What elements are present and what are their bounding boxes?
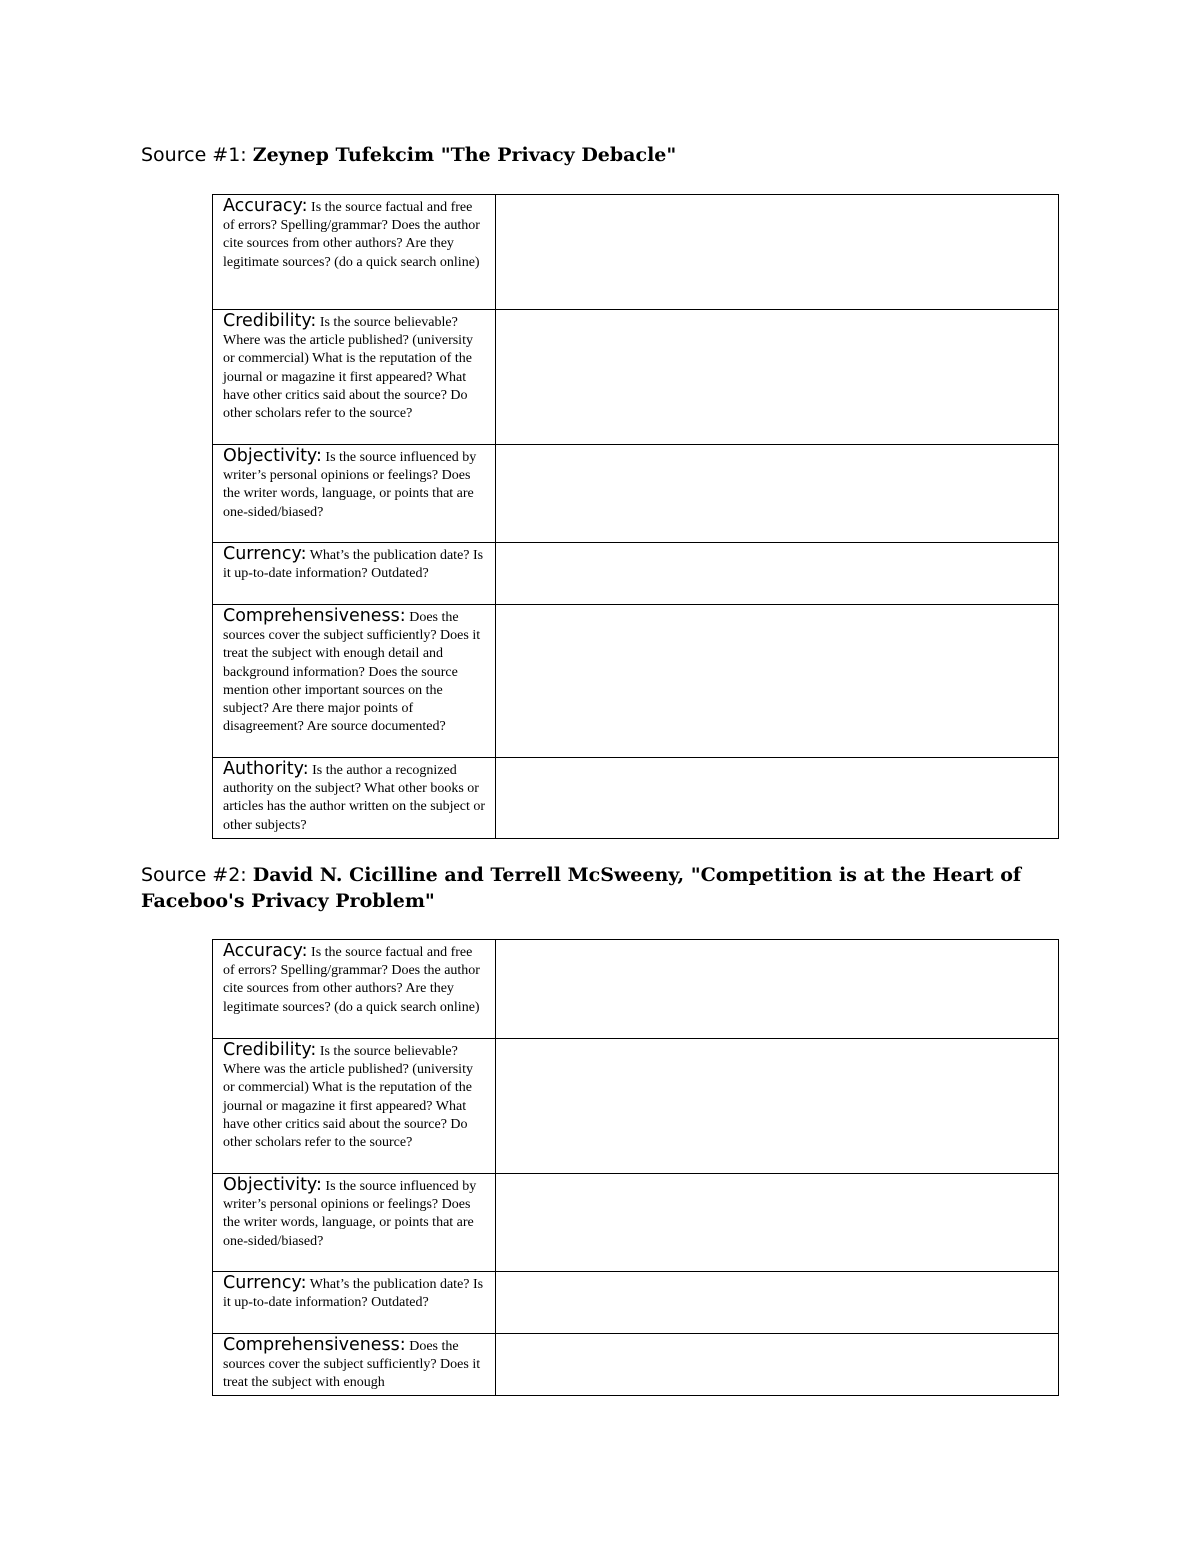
criterion-name: Authority:	[223, 759, 309, 779]
criterion-question: Does the sources cover the subject sufficiently? Does it treat the subject with enough	[223, 1339, 481, 1391]
criterion-question: Is the source influenced by writer’s personal opinions or feelings? Does the writer words, language, or points that are one-sided/biased?	[223, 1179, 477, 1249]
table-row	[213, 605, 1059, 758]
answer-cell[interactable]	[496, 605, 1059, 758]
source-1-heading	[141, 142, 1041, 168]
criterion-cell	[213, 1334, 496, 1396]
criterion-cell	[213, 310, 496, 445]
source-1-evaluation-table	[212, 194, 1059, 839]
criterion-name: Currency:	[223, 1273, 307, 1293]
source-2-heading	[141, 862, 1041, 914]
criterion-cell	[213, 758, 496, 839]
criterion-question: What’s the publication date? Is it up-to-date information? Outdated?	[223, 548, 484, 582]
source-2-prefix: Source #2:	[141, 864, 253, 886]
answer-cell[interactable]	[496, 758, 1059, 839]
answer-cell[interactable]	[496, 1174, 1059, 1272]
criterion-question: Is the source influenced by writer’s personal opinions or feelings? Does the writer words, language, or points that are one-sided/biased?	[223, 450, 477, 520]
answer-cell[interactable]	[496, 1039, 1059, 1174]
table-row	[213, 445, 1059, 543]
criterion-name: Credibility:	[223, 1040, 317, 1060]
criterion-question: Does the sources cover the subject sufficiently? Does it treat the subject with enough detail and background information? Does the source mention other important sources on the subject? Are there major points of disagreement? Are source documented?	[223, 610, 481, 735]
criterion-question: What’s the publication date? Is it up-to-date information? Outdated?	[223, 1277, 484, 1311]
source-2-evaluation-table	[212, 939, 1059, 1396]
criterion-name: Comprehensiveness:	[223, 1335, 406, 1355]
table-row	[213, 1272, 1059, 1334]
answer-cell[interactable]	[496, 543, 1059, 605]
criterion-question: Is the source believable? Where was the article published? (university or commercial) What is the reputation of the journal or magazine it first appeared? What have other critics said about the source? Do other scholars refer to the source?	[223, 315, 473, 422]
table-row	[213, 940, 1059, 1039]
source-1-prefix: Source #1:	[141, 144, 253, 166]
criterion-name: Objectivity:	[223, 1175, 322, 1195]
criterion-cell	[213, 1174, 496, 1272]
table-row	[213, 1174, 1059, 1272]
criterion-question: Is the source believable? Where was the article published? (university or commercial) What is the reputation of the journal or magazine it first appeared? What have other critics said about the source? Do other scholars refer to the source?	[223, 1044, 473, 1151]
answer-cell[interactable]	[496, 195, 1059, 310]
criterion-cell	[213, 543, 496, 605]
table-row	[213, 195, 1059, 310]
table-row	[213, 543, 1059, 605]
criterion-question: Is the source factual and free of errors? Spelling/grammar? Does the author cite sources from other authors? Are they legitimate sources? (do a quick search online)	[223, 945, 480, 1015]
answer-cell[interactable]	[496, 1272, 1059, 1334]
criterion-cell	[213, 1272, 496, 1334]
criterion-cell	[213, 940, 496, 1039]
criterion-name: Currency:	[223, 544, 307, 564]
criterion-cell	[213, 445, 496, 543]
criterion-cell	[213, 195, 496, 310]
table-row	[213, 1039, 1059, 1174]
answer-cell[interactable]	[496, 310, 1059, 445]
criterion-question: Is the source factual and free of errors? Spelling/grammar? Does the author cite sources from other authors? Are they legitimate sources? (do a quick search online)	[223, 200, 480, 270]
criterion-question: Is the author a recognized authority on the subject? What other books or articles has the author written on the subject or other subjects?	[223, 763, 486, 833]
table-row	[213, 1334, 1059, 1396]
criterion-name: Comprehensiveness:	[223, 606, 406, 626]
criterion-name: Credibility:	[223, 311, 317, 331]
table-row	[213, 758, 1059, 839]
table-row	[213, 310, 1059, 445]
source-1-title: Zeynep Tufekcim "The Privacy Debacle"	[252, 144, 677, 166]
criterion-name: Objectivity:	[223, 446, 322, 466]
answer-cell[interactable]	[496, 940, 1059, 1039]
source-2-title: David N. Cicilline and Terrell McSweeny, "Competition is at the Heart of Faceboo's Privacy Problem"	[141, 864, 1022, 912]
criterion-name: Accuracy:	[223, 941, 308, 961]
criterion-name: Accuracy:	[223, 196, 308, 216]
answer-cell[interactable]	[496, 1334, 1059, 1396]
answer-cell[interactable]	[496, 445, 1059, 543]
criterion-cell	[213, 1039, 496, 1174]
criterion-cell	[213, 605, 496, 758]
